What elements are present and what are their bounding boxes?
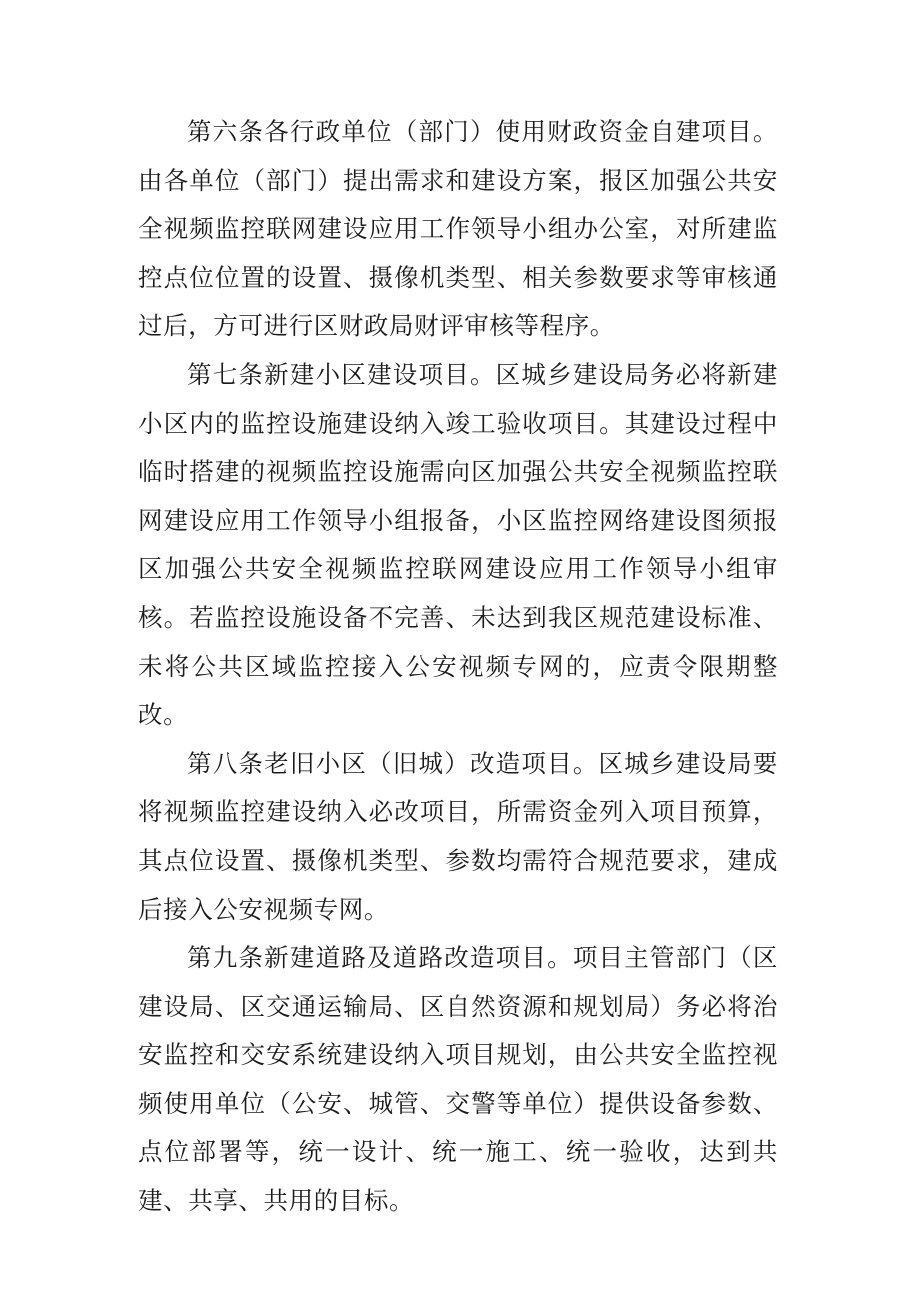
article-6-paragraph: 第六条各行政单位（部门）使用财政资金自建项目。由各单位（部门）提出需求和建设方案，报区加强公共安全视频监控联网建设应用工作领导小组办公室，对所建监控点位位置的设置、摄像机类型、相关参数要求等审核通过后，方可进行区财政局财评审核等程序。 [138, 117, 778, 341]
article-7-paragraph: 第七条新建小区建设项目。区城乡建设局务必将新建小区内的监控设施建设纳入竣工验收项目。其建设过程中临时搭建的视频监控设施需向区加强公共安全视频监控联网建设应用工作领导小组报备，小区监控网络建设图须报区加强公共安全视频监控联网建设应用工作领导小组审核。若监控设施设备不完善、未达到我区规范建设标准、未将公共区域监控接入公安视频专网的，应责令限期整改。 [138, 359, 778, 730]
article-9-paragraph: 第九条新建道路及道路改造项目。项目主管部门（区建设局、区交通运输局、区自然资源和规划局）务必将治安监控和交安系统建设纳入项目规划，由公共安全监控视频使用单位（公安、城管、交警等单位）提供设备参数、点位部署等，统一设计、统一施工、统一验收，达到共建、共享、共用的目标。 [138, 943, 778, 1216]
document-body [138, 108, 778, 1226]
article-8-paragraph: 第八条老旧小区（旧城）改造项目。区城乡建设局要将视频监控建设纳入必改项目，所需资金列入项目预算，其点位设置、摄像机类型、参数均需符合规范要求，建成后接入公安视频专网。 [138, 748, 778, 924]
